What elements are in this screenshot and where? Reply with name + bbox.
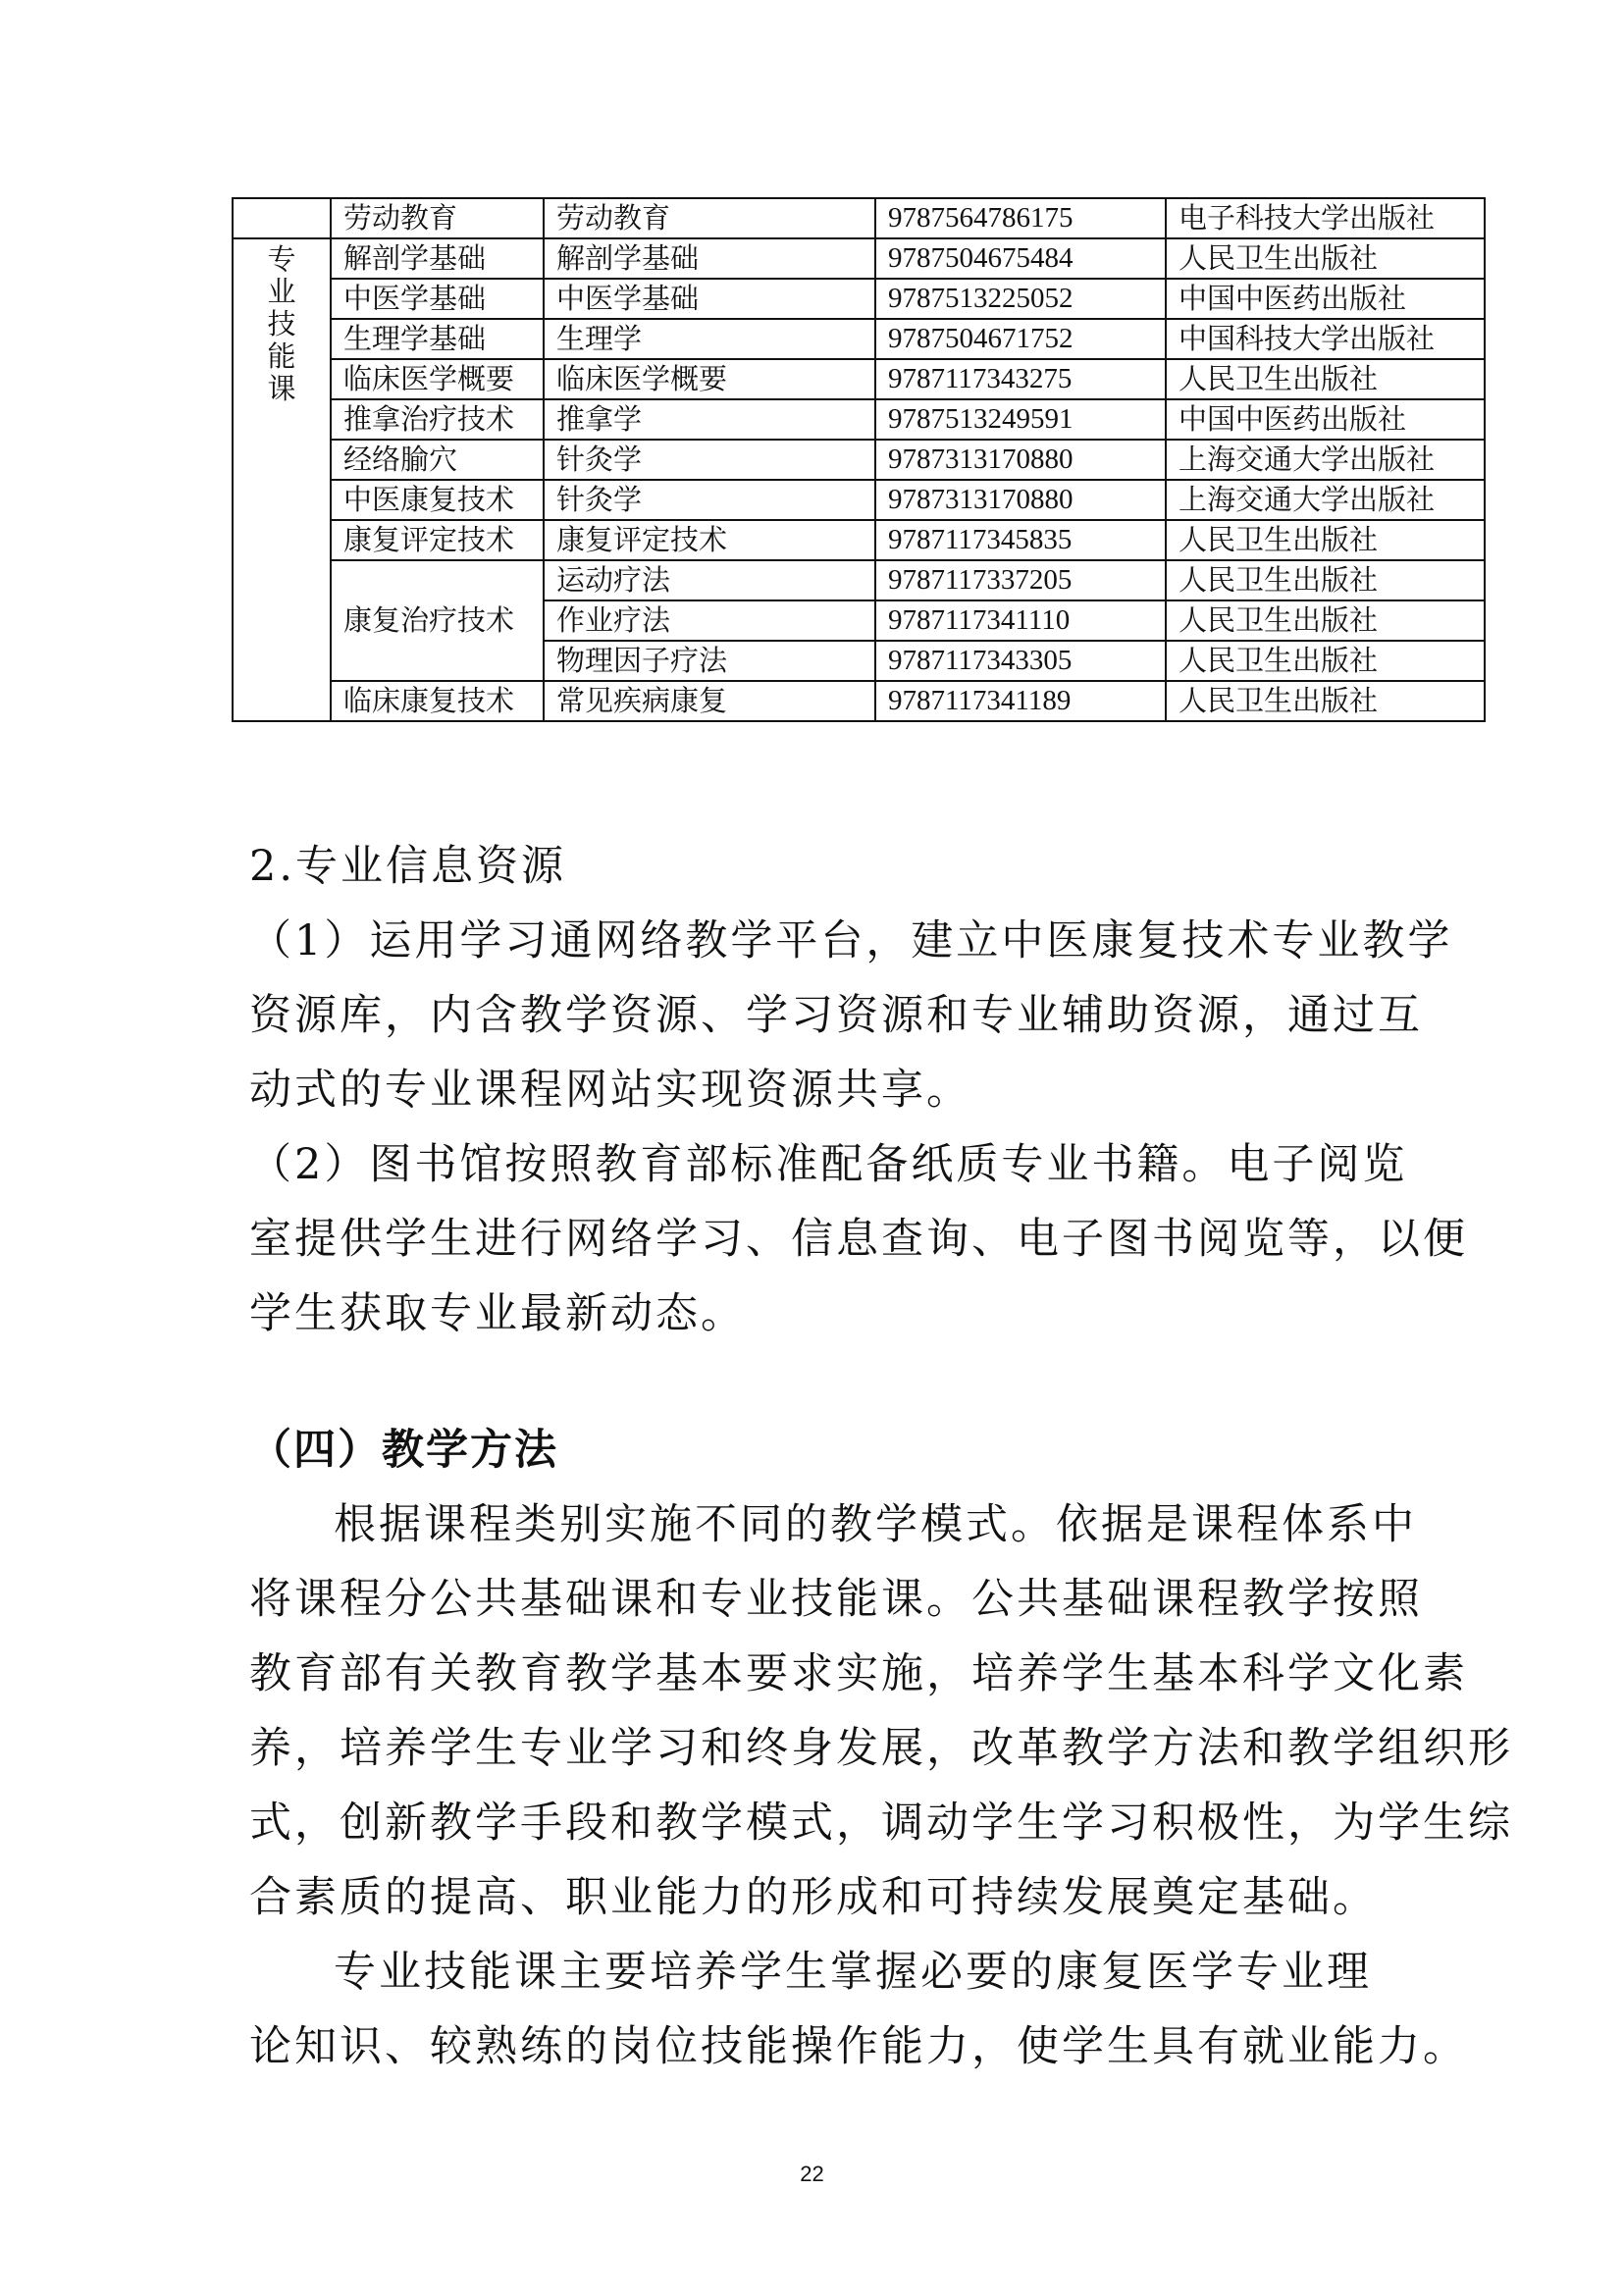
isbn-cell: 9787564786175 [875, 198, 1166, 238]
publisher-cell: 人民卫生出版社 [1166, 600, 1485, 641]
publisher-cell: 人民卫生出版社 [1166, 560, 1485, 600]
category-cell [233, 238, 331, 721]
table-row [233, 279, 1485, 319]
table-row [233, 520, 1485, 560]
course-cell: 临床医学概要 [331, 359, 544, 399]
paragraph-line: 将课程分公共基础课和专业技能课。公共基础课程教学按照 [249, 1575, 1423, 1624]
isbn-cell: 9787513249591 [875, 399, 1166, 440]
paragraph-line: （2）图书馆按照教育部标准配备纸质专业书籍。电子阅览 [249, 1140, 1408, 1189]
isbn-cell: 9787117341110 [875, 600, 1166, 641]
table-row [233, 681, 1485, 721]
book-cell: 推拿学 [544, 399, 875, 440]
paragraph-line: 根据课程类别实施不同的教学模式。依据是课程体系中 [334, 1500, 1417, 1549]
table-row [233, 560, 1485, 600]
table-row [233, 198, 1485, 238]
course-cell: 经络腧穴 [331, 440, 544, 480]
course-cell: 中医学基础 [331, 279, 544, 319]
category-cell-empty [233, 198, 331, 238]
isbn-cell: 9787504675484 [875, 238, 1166, 279]
course-cell: 康复治疗技术 [331, 560, 544, 681]
page-number: 22 [800, 2162, 824, 2186]
publisher-cell: 上海交通大学出版社 [1166, 440, 1485, 480]
section-information-resources [249, 829, 1468, 1351]
paragraph-line: 动式的专业课程网站实现资源共享。 [249, 1066, 971, 1115]
publisher-cell: 中国中医药出版社 [1166, 279, 1485, 319]
isbn-cell: 9787117337205 [875, 560, 1166, 600]
book-cell: 运动疗法 [544, 560, 875, 600]
publisher-cell: 人民卫生出版社 [1166, 641, 1485, 681]
paragraph-line: （1）运用学习通网络教学平台，建立中医康复技术专业教学 [249, 916, 1453, 965]
publisher-cell: 电子科技大学出版社 [1166, 198, 1485, 238]
course-cell: 临床康复技术 [331, 681, 544, 721]
book-cell: 解剖学基础 [544, 238, 875, 279]
book-cell: 物理因子疗法 [544, 641, 875, 681]
publisher-cell: 人民卫生出版社 [1166, 520, 1485, 560]
paragraph-line: 教育部有关教育教学基本要求实施，培养学生基本科学文化素 [249, 1649, 1468, 1698]
course-cell: 劳动教育 [331, 198, 544, 238]
publisher-cell: 中国科技大学出版社 [1166, 319, 1485, 359]
table-row [233, 440, 1485, 480]
course-cell: 生理学基础 [331, 319, 544, 359]
isbn-cell: 9787117341189 [875, 681, 1166, 721]
book-cell: 临床医学概要 [544, 359, 875, 399]
paragraph-line: 学生获取专业最新动态。 [249, 1289, 746, 1338]
section-heading: 2.专业信息资源 [249, 842, 567, 891]
paragraph-line: 合素质的提高、职业能力的形成和可持续发展奠定基础。 [249, 1873, 1378, 1922]
publisher-cell: 人民卫生出版社 [1166, 238, 1485, 279]
book-cell: 作业疗法 [544, 600, 875, 641]
paragraph-line: 式，创新教学手段和教学模式，调动学生学习积极性，为学生综 [249, 1799, 1513, 1848]
table-row [233, 480, 1485, 520]
publisher-cell: 中国中医药出版社 [1166, 399, 1485, 440]
course-cell: 康复评定技术 [331, 520, 544, 560]
isbn-cell: 9787117345835 [875, 520, 1166, 560]
paragraph-line: 资源库，内含教学资源、学习资源和专业辅助资源，通过互 [249, 991, 1423, 1040]
paragraph-line: 室提供学生进行网络学习、信息查询、电子图书阅览等，以便 [249, 1215, 1468, 1264]
isbn-cell: 9787313170880 [875, 480, 1166, 520]
publisher-cell: 人民卫生出版社 [1166, 359, 1485, 399]
isbn-cell: 9787117343305 [875, 641, 1166, 681]
publisher-cell: 上海交通大学出版社 [1166, 480, 1485, 520]
table-row [233, 238, 1485, 279]
book-cell: 常见疾病康复 [544, 681, 875, 721]
paragraph-line: 养，培养学生专业学习和终身发展，改革教学方法和教学组织形 [249, 1724, 1513, 1773]
textbook-table [232, 197, 1486, 722]
section-heading: （四）教学方法 [249, 1426, 558, 1475]
book-cell: 康复评定技术 [544, 520, 875, 560]
isbn-cell: 9787117343275 [875, 359, 1166, 399]
book-cell: 针灸学 [544, 440, 875, 480]
book-cell: 生理学 [544, 319, 875, 359]
book-cell: 劳动教育 [544, 198, 875, 238]
category-label: 专业技能课 [267, 242, 296, 405]
paragraph-line: 论知识、较熟练的岗位技能操作能力，使学生具有就业能力。 [249, 2022, 1468, 2071]
publisher-cell: 人民卫生出版社 [1166, 681, 1485, 721]
course-cell: 中医康复技术 [331, 480, 544, 520]
table-row [233, 319, 1485, 359]
paragraph-line: 专业技能课主要培养学生掌握必要的康复医学专业理 [334, 1948, 1372, 1997]
isbn-cell: 9787313170880 [875, 440, 1166, 480]
section-teaching-methods [249, 1413, 1513, 2084]
course-cell: 推拿治疗技术 [331, 399, 544, 440]
table-row [233, 359, 1485, 399]
book-cell: 中医学基础 [544, 279, 875, 319]
isbn-cell: 9787513225052 [875, 279, 1166, 319]
course-cell: 解剖学基础 [331, 238, 544, 279]
book-cell: 针灸学 [544, 480, 875, 520]
isbn-cell: 9787504671752 [875, 319, 1166, 359]
table-row [233, 399, 1485, 440]
